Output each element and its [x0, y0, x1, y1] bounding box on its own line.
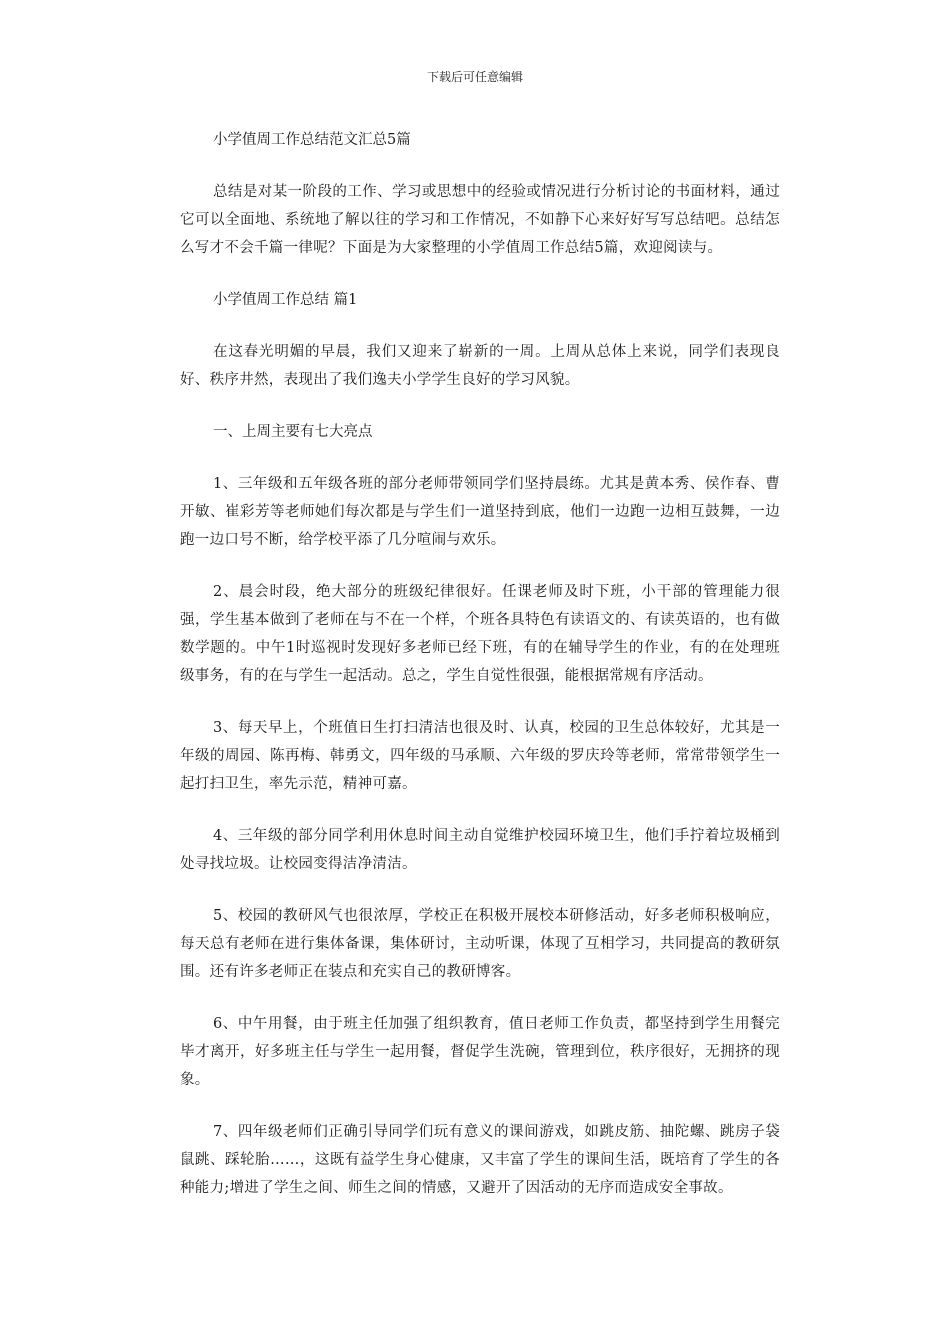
section-title: 小学值周工作总结 篇1: [213, 292, 358, 308]
subheading: 一、上周主要有七大亮点: [213, 424, 373, 440]
list-item: 2、晨会时段，绝大部分的班级纪律很好。任课老师及时下班，小干部的管理能力很强，学生基本做到了老师在与不在一个样，个班各具特色有读语文的、有读英语的，也有做数学题的。中午1时巡视时发现好多老师已经下班，有的在辅导学生的作业，有的在处理班级事务，有的在与学生一起活动。总之，学生自觉性很强，能根据常规有序活动。: [180, 584, 780, 684]
list-item: 5、校园的教研风气也很浓厚，学校正在积极开展校本研修活动，好多老师积极响应，每天总有老师在进行集体备课，集体研讨，主动听课，体现了互相学习，共同提高的教研氛围。还有许多老师正在装点和充实自己的教研博客。: [180, 908, 780, 980]
intro-paragraph: 总结是对某一阶段的工作、学习或思想中的经验或情况进行分析讨论的书面材料，通过它可以全面地、系统地了解以往的学习和工作情况，不如静下心来好好写写总结吧。总结怎么写才不会千篇一律呢？下面是为大家整理的小学值周工作总结5篇，欢迎阅读与。: [180, 184, 780, 256]
opening-paragraph: 在这春光明媚的早晨，我们又迎来了崭新的一周。上周从总体上来说，同学们表现良好、秩序井然，表现出了我们逸夫小学学生良好的学习风貌。: [180, 344, 780, 388]
list-item: 4、三年级的部分同学利用休息时间主动自觉维护校园环境卫生，他们手拧着垃圾桶到处寻找垃圾。让校园变得洁净清洁。: [180, 828, 780, 872]
list-item: 3、每天早上，个班值日生打扫清洁也很及时、认真，校园的卫生总体较好，尤其是一年级的周园、陈再梅、韩勇文，四年级的马承顺、六年级的罗庆玲等老师，常常带领学生一起打扫卫生，率先示范，精神可嘉。: [180, 720, 780, 792]
document-title: 小学值周工作总结范文汇总5篇: [213, 132, 411, 148]
list-item: 1、三年级和五年级各班的部分老师带领同学们坚持晨练。尤其是黄本秀、侯作春、曹开敏、崔彩芳等老师她们每次都是与学生们一道坚持到底，他们一边跑一边相互鼓舞，一边跑一边口号不断，给学校平添了几分喧闹与欢乐。: [180, 476, 780, 548]
header-note: 下载后可任意编辑: [426, 70, 523, 84]
list-item: 7、四年级老师们正确引导同学们玩有意义的课间游戏，如跳皮筋、抽陀螺、跳房子袋鼠跳、踩轮胎……，这既有益学生身心健康，又丰富了学生的课间生活，既培育了学生的各种能力;增进了学生之间、师生之间的情感，又避开了因活动的无序而造成安全事故。: [180, 1124, 780, 1196]
document-body: [180, 126, 780, 1226]
list-item: 6、中午用餐，由于班主任加强了组织教育，值日老师工作负责，都坚持到学生用餐完毕才离开，好多班主任与学生一起用餐，督促学生洗碗，管理到位，秩序很好，无拥挤的现象。: [180, 1016, 780, 1088]
